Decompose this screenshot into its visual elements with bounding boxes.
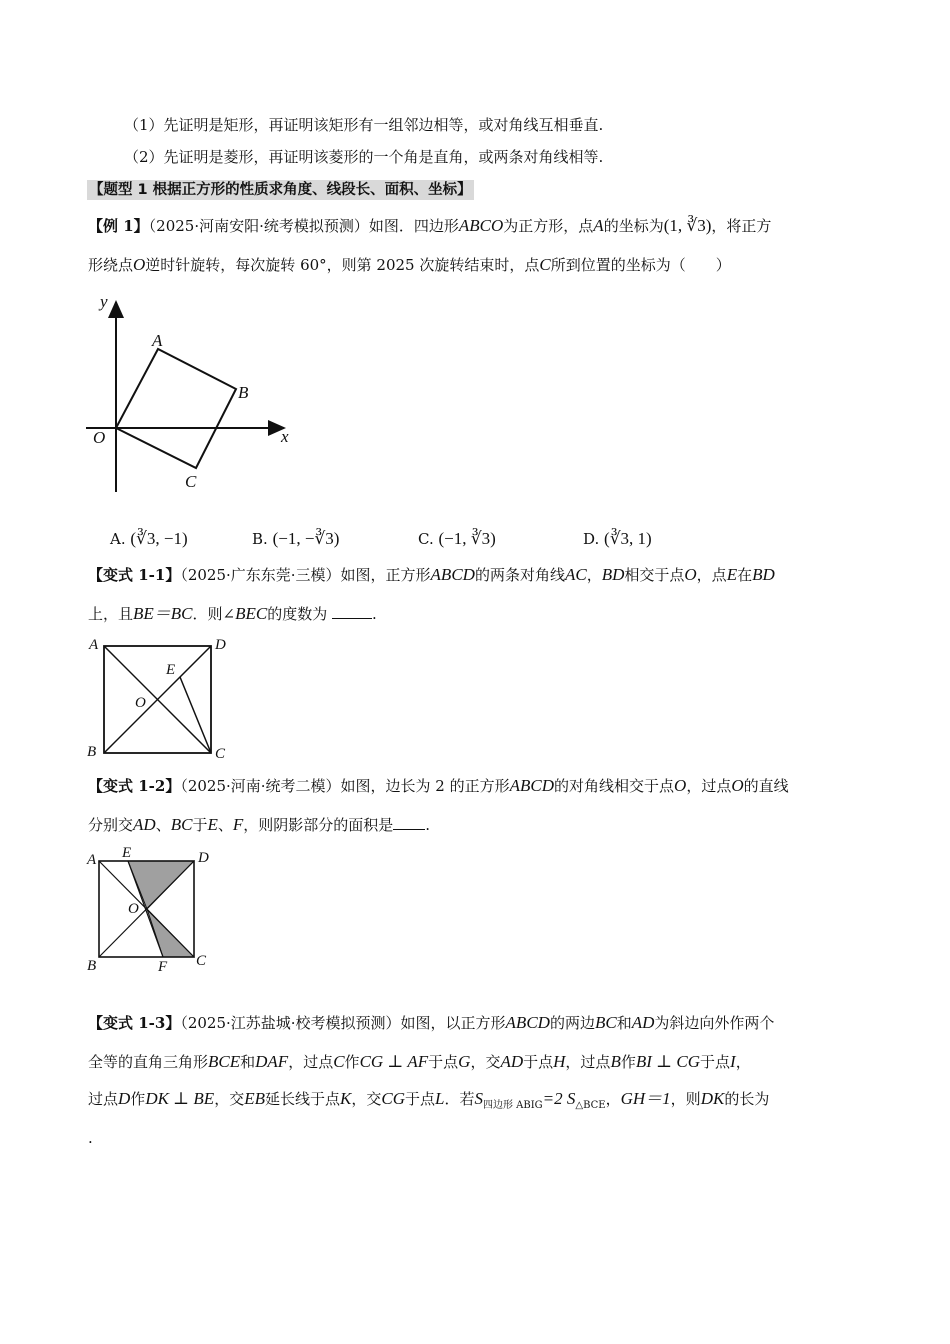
text: 、 bbox=[155, 816, 171, 834]
label-f: F bbox=[158, 959, 168, 975]
variant13-line-3 bbox=[88, 1089, 769, 1116]
label-c: C bbox=[196, 953, 207, 969]
label-o: O bbox=[135, 695, 146, 711]
math: BE＝BC bbox=[133, 604, 193, 623]
label-b: B bbox=[87, 958, 97, 974]
intro-line-1: （1）先证明是矩形，再证明该矩形有一组邻边相等，或对角线互相垂直. bbox=[124, 116, 604, 134]
option-c[interactable] bbox=[418, 529, 496, 549]
option-key: B. bbox=[252, 530, 268, 548]
text: 作 bbox=[130, 1090, 146, 1108]
example1-figure bbox=[84, 288, 304, 498]
math: ABCD bbox=[505, 1013, 550, 1032]
text: 为正方形，点 bbox=[503, 217, 594, 235]
text: 于点 bbox=[428, 1053, 459, 1071]
variant13-line-1 bbox=[88, 1013, 774, 1033]
label-e: E bbox=[166, 662, 176, 678]
answer-blank[interactable] bbox=[332, 604, 372, 619]
math: CG bbox=[381, 1089, 405, 1108]
label-c: C bbox=[185, 472, 197, 491]
text: ， bbox=[735, 1053, 751, 1071]
math: L bbox=[435, 1089, 445, 1108]
option-value: (∛3, −1) bbox=[130, 529, 188, 548]
text: 为斜边向外作两个 bbox=[654, 1014, 775, 1032]
math: F bbox=[232, 815, 244, 834]
math: C bbox=[539, 255, 551, 274]
text: （2025·江苏盐城·校考模拟预测）如图，以正方形 bbox=[180, 1014, 506, 1032]
text: 于 bbox=[192, 816, 208, 834]
text: 的直线 bbox=[743, 777, 789, 795]
math: K bbox=[340, 1089, 352, 1108]
answer-blank[interactable] bbox=[393, 815, 425, 830]
math: AD bbox=[500, 1052, 524, 1071]
label-c: C bbox=[215, 746, 226, 762]
subscript: △BCE bbox=[575, 1100, 606, 1111]
text: 的两条对角线 bbox=[474, 566, 565, 584]
math: G bbox=[458, 1052, 471, 1071]
math: =2 S bbox=[542, 1089, 576, 1108]
math: B bbox=[610, 1052, 621, 1071]
math: BI ⊥ CG bbox=[635, 1052, 700, 1071]
option-d[interactable] bbox=[583, 529, 652, 549]
text: 过点 bbox=[88, 1090, 119, 1108]
math: BEC bbox=[235, 604, 268, 623]
math: ABCO bbox=[458, 216, 504, 235]
text: 和 bbox=[616, 1014, 632, 1032]
math: H bbox=[553, 1052, 566, 1071]
math: BC bbox=[594, 1013, 617, 1032]
text: 于点 bbox=[523, 1053, 554, 1071]
variant12-line-1 bbox=[88, 776, 789, 796]
text: （2025·河南·统考二模）如图，边长为 2 的正方形 bbox=[180, 777, 510, 795]
variant13-tag: 【变式 1-3】 bbox=[88, 1014, 181, 1032]
math: EB bbox=[244, 1089, 265, 1108]
text: 、 bbox=[217, 816, 233, 834]
text: ， bbox=[586, 566, 602, 584]
variant12-tag: 【变式 1-2】 bbox=[88, 777, 181, 795]
math: ABCD bbox=[430, 565, 475, 584]
math: C bbox=[333, 1052, 345, 1071]
example1-line-2 bbox=[88, 255, 731, 275]
text: 和 bbox=[240, 1053, 256, 1071]
text: 的坐标为 bbox=[603, 217, 664, 235]
example1-tag: 【例 1】 bbox=[88, 217, 149, 235]
variant11-line-1 bbox=[88, 565, 775, 585]
text: 于点 bbox=[404, 1090, 435, 1108]
variant13-line-4: . bbox=[88, 1129, 93, 1147]
text: ，点 bbox=[696, 566, 727, 584]
option-key: C. bbox=[418, 530, 434, 548]
text: 作 bbox=[620, 1053, 636, 1071]
variant11-line-2 bbox=[88, 604, 377, 624]
math: DK ⊥ BE bbox=[145, 1089, 215, 1108]
math: O bbox=[731, 776, 744, 795]
text: ，将正方 bbox=[711, 217, 772, 235]
text: ．则∠ bbox=[192, 605, 236, 623]
variant11-figure bbox=[84, 634, 244, 762]
text: 全等的直角三角形 bbox=[88, 1053, 209, 1071]
text: （2025·河南安阳·统考模拟预测）如图．四边形 bbox=[148, 217, 459, 235]
math: O bbox=[684, 565, 697, 584]
math: E bbox=[726, 565, 738, 584]
math: DAF bbox=[255, 1052, 289, 1071]
math: D bbox=[118, 1089, 131, 1108]
variant12-figure bbox=[84, 846, 224, 976]
square-abco bbox=[116, 349, 236, 468]
label-b: B bbox=[87, 744, 97, 760]
example1-line-1 bbox=[88, 216, 771, 236]
math: BD bbox=[752, 565, 775, 584]
label-d: D bbox=[198, 850, 209, 866]
math: A bbox=[593, 216, 604, 235]
math: E bbox=[207, 815, 218, 834]
text: ，交 bbox=[351, 1090, 382, 1108]
label-a: A bbox=[87, 852, 97, 868]
text: 的对角线相交于点 bbox=[554, 777, 675, 795]
text: 形绕点 bbox=[88, 256, 134, 274]
text: 于点 bbox=[700, 1053, 731, 1071]
text: 的长为 bbox=[724, 1090, 770, 1108]
text: ，过点 bbox=[686, 777, 732, 795]
option-key: A. bbox=[110, 530, 126, 548]
label-y: y bbox=[100, 292, 108, 311]
section-heading: 【题型 1 根据正方形的性质求角度、线段长、面积、坐标】 bbox=[89, 182, 472, 198]
text: ，交 bbox=[214, 1090, 245, 1108]
text: ．若 bbox=[444, 1090, 475, 1108]
text: 逆时针旋转，每次旋转 60°，则第 2025 次旋转结束时，点 bbox=[145, 256, 540, 274]
math: ABCD bbox=[509, 776, 555, 795]
text: . bbox=[372, 605, 377, 623]
text: . bbox=[425, 816, 431, 834]
option-value: (−1, ∛3) bbox=[438, 529, 496, 548]
text: 所到位置的坐标为（ ） bbox=[550, 256, 731, 274]
label-e: E bbox=[122, 846, 132, 861]
option-key: D. bbox=[583, 530, 600, 548]
label-d: D bbox=[215, 637, 226, 653]
option-a[interactable] bbox=[110, 529, 188, 549]
math: BD bbox=[601, 565, 625, 584]
math: CG ⊥ AF bbox=[359, 1052, 429, 1071]
text: 延长线于点 bbox=[264, 1090, 340, 1108]
text: ，则阴影部分的面积是 bbox=[243, 816, 394, 834]
text: ，交 bbox=[470, 1053, 501, 1071]
text: （2025·广东东莞·三模）如图，正方形 bbox=[180, 566, 431, 584]
text: 的度数为 bbox=[267, 605, 328, 623]
text: ， bbox=[605, 1090, 621, 1108]
label-a: A bbox=[152, 331, 163, 350]
intro-line-2: （2）先证明是菱形，再证明该菱形的一个角是直角，或两条对角线相等. bbox=[124, 148, 604, 166]
text: 相交于点 bbox=[624, 566, 685, 584]
label-o: O bbox=[93, 428, 106, 447]
text: 分别交 bbox=[88, 816, 134, 834]
text: ，过点 bbox=[288, 1053, 334, 1071]
option-b[interactable] bbox=[252, 529, 339, 549]
math: S bbox=[474, 1089, 483, 1108]
text: 作 bbox=[344, 1053, 360, 1071]
variant12-line-2 bbox=[88, 815, 430, 835]
math: AD bbox=[631, 1013, 655, 1032]
text: 上，且 bbox=[88, 605, 134, 623]
variant11-tag: 【变式 1-1】 bbox=[88, 566, 181, 584]
option-value: (−1, −∛3) bbox=[272, 529, 340, 548]
math: O bbox=[674, 776, 687, 795]
math: AD bbox=[133, 815, 156, 834]
text: 的两边 bbox=[549, 1014, 595, 1032]
math: GH＝1 bbox=[620, 1089, 671, 1108]
label-o: O bbox=[128, 901, 139, 917]
label-a: A bbox=[89, 637, 99, 653]
subscript: 四边形 ABIG bbox=[482, 1100, 543, 1111]
math: I bbox=[730, 1052, 736, 1071]
text: ，过点 bbox=[565, 1053, 611, 1071]
text: ，则 bbox=[670, 1090, 701, 1108]
text: 在 bbox=[737, 566, 753, 584]
option-value: (∛3, 1) bbox=[604, 529, 652, 548]
math: BC bbox=[170, 815, 193, 834]
math: AC bbox=[564, 565, 587, 584]
coord-a: (1, ∛3) bbox=[663, 216, 712, 235]
variant13-line-2 bbox=[88, 1052, 751, 1072]
label-x: x bbox=[281, 427, 289, 446]
label-b: B bbox=[238, 383, 249, 402]
math: O bbox=[133, 255, 146, 274]
math: BCE bbox=[208, 1052, 241, 1071]
math: DK bbox=[700, 1089, 725, 1108]
